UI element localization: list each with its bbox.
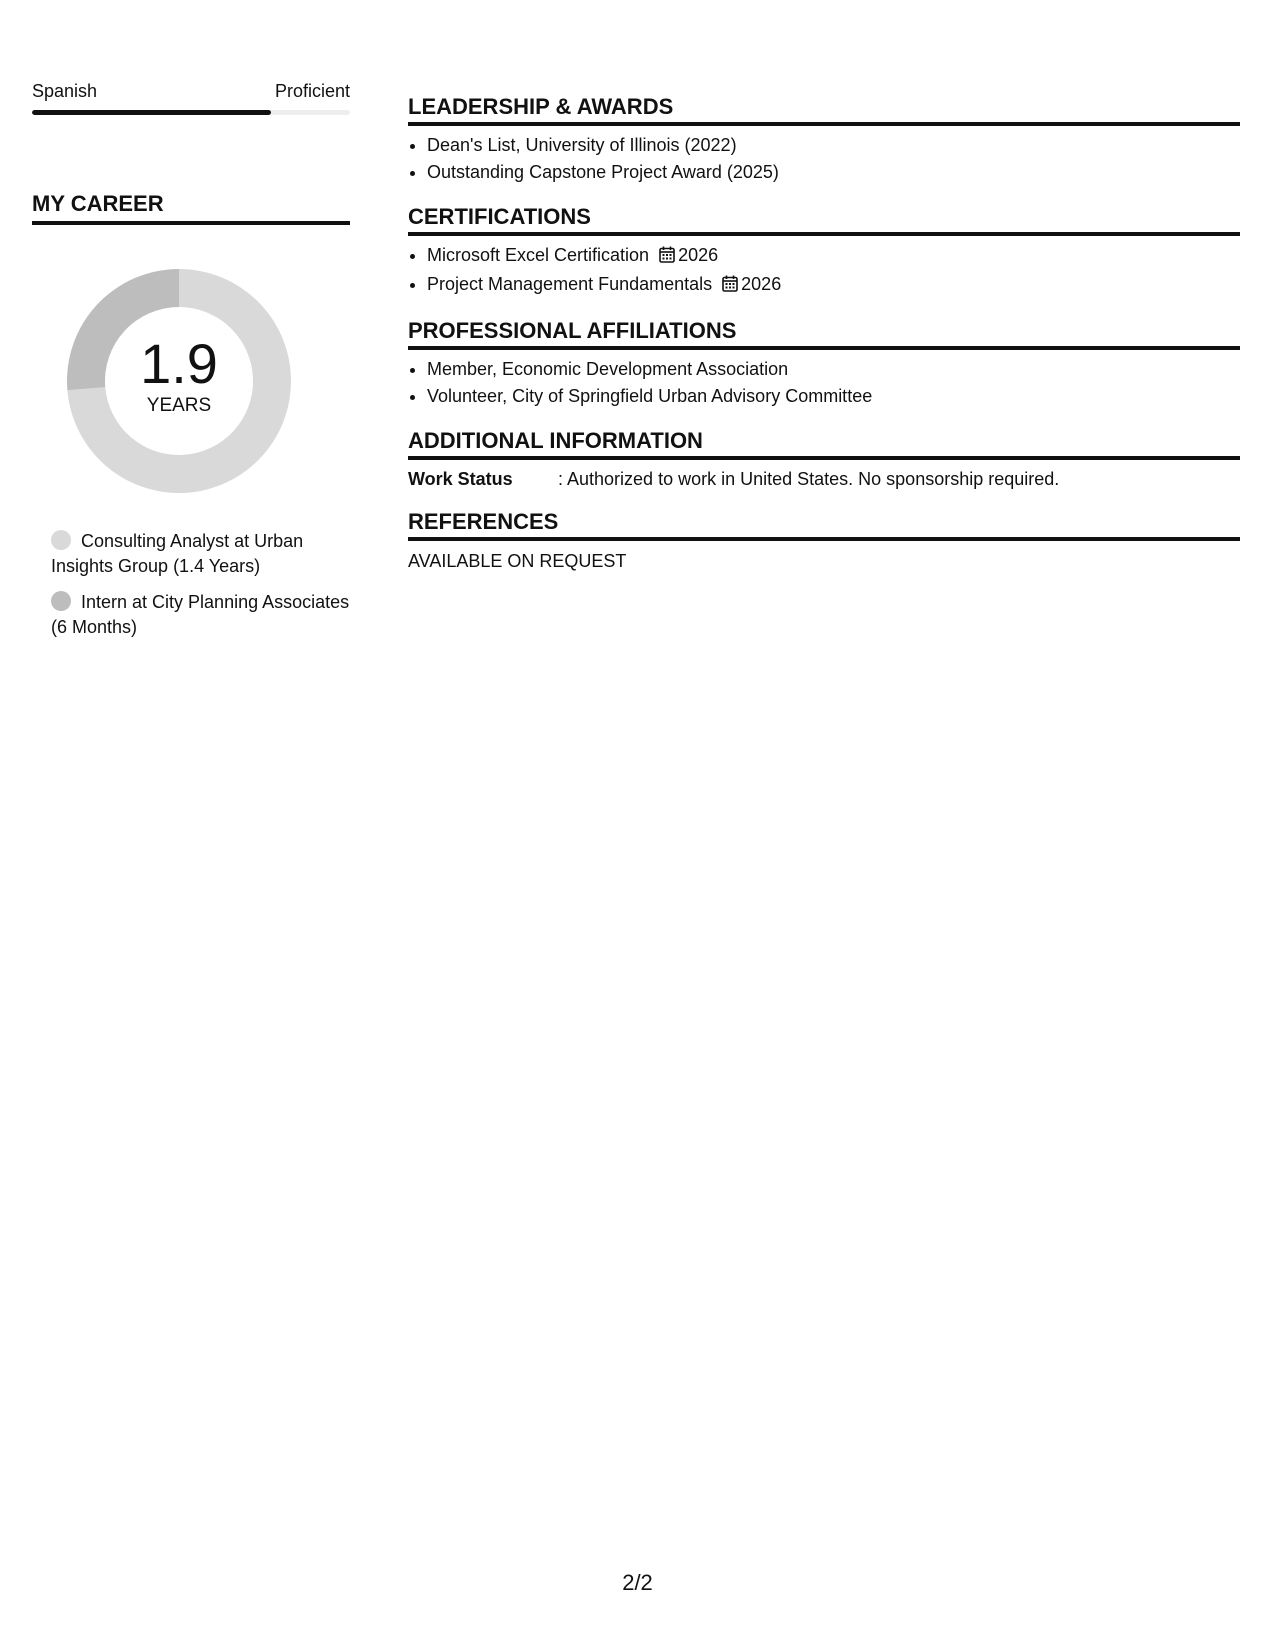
calendar-icon <box>722 273 738 300</box>
references-text: AVAILABLE ON REQUEST <box>408 551 627 571</box>
career-total-unit: YEARS <box>146 395 212 416</box>
certification-year: 2026 <box>678 245 719 265</box>
calendar-icon <box>659 244 675 271</box>
language-level: Proficient <box>274 81 350 101</box>
list-item: • Dean's List, University of Illinois (2022) <box>427 132 1240 159</box>
career-heading: MY CAREER <box>32 191 350 225</box>
certifications-title: CERTIFICATIONS <box>408 204 1240 236</box>
legend-label: Consulting Analyst at Urban Insights Group (1.4 Years) <box>51 531 304 576</box>
certification-name: Microsoft Excel Certification <box>427 245 650 265</box>
references-section <box>408 509 1240 573</box>
leadership-list <box>408 132 1240 186</box>
list-item: • Member, Economic Development Association <box>427 356 1240 383</box>
legend-label: Intern at City Planning Associates (6 Months) <box>51 592 350 637</box>
language-name: Spanish <box>32 81 98 101</box>
leadership-section <box>408 94 1240 186</box>
certifications-list <box>408 242 1240 300</box>
page-number: 2/2 <box>622 1570 653 1595</box>
certifications-section <box>408 204 1240 300</box>
list-item: • Outstanding Capstone Project Award (2025) <box>427 159 1240 186</box>
additional-info-title: ADDITIONAL INFORMATION <box>408 428 1240 460</box>
references-title: REFERENCES <box>408 509 1240 541</box>
affiliations-title: PROFESSIONAL AFFILIATIONS <box>408 318 1240 350</box>
work-status-value: : Authorized to work in United States. No sponsorship required. <box>558 469 1060 489</box>
leadership-title: LEADERSHIP & AWARDS <box>408 94 1240 126</box>
certification-year: 2026 <box>741 274 782 294</box>
legend-dot-icon <box>51 530 71 550</box>
work-status-row <box>408 467 1240 491</box>
career-legend <box>32 529 350 640</box>
language-row <box>32 80 350 102</box>
right-column <box>408 94 1240 591</box>
list-item <box>427 271 1240 300</box>
work-status-label: Work Status <box>408 469 513 489</box>
career-donut-chart <box>67 269 291 493</box>
list-item: • Volunteer, City of Springfield Urban Advisory Committee <box>427 383 1240 410</box>
career-total-value: 1.9 <box>140 332 218 395</box>
language-level-bar <box>32 110 350 115</box>
language-skill <box>32 80 350 115</box>
certification-name: Project Management Fundamentals <box>427 274 713 294</box>
legend-item <box>51 590 350 640</box>
legend-dot-icon <box>51 591 71 611</box>
additional-info-section <box>408 428 1240 491</box>
affiliations-section <box>408 318 1240 410</box>
legend-item <box>51 529 350 579</box>
list-item <box>427 242 1240 271</box>
left-column <box>32 80 350 651</box>
donut-center <box>67 269 291 493</box>
language-level-fill <box>32 110 271 115</box>
affiliations-list <box>408 356 1240 410</box>
